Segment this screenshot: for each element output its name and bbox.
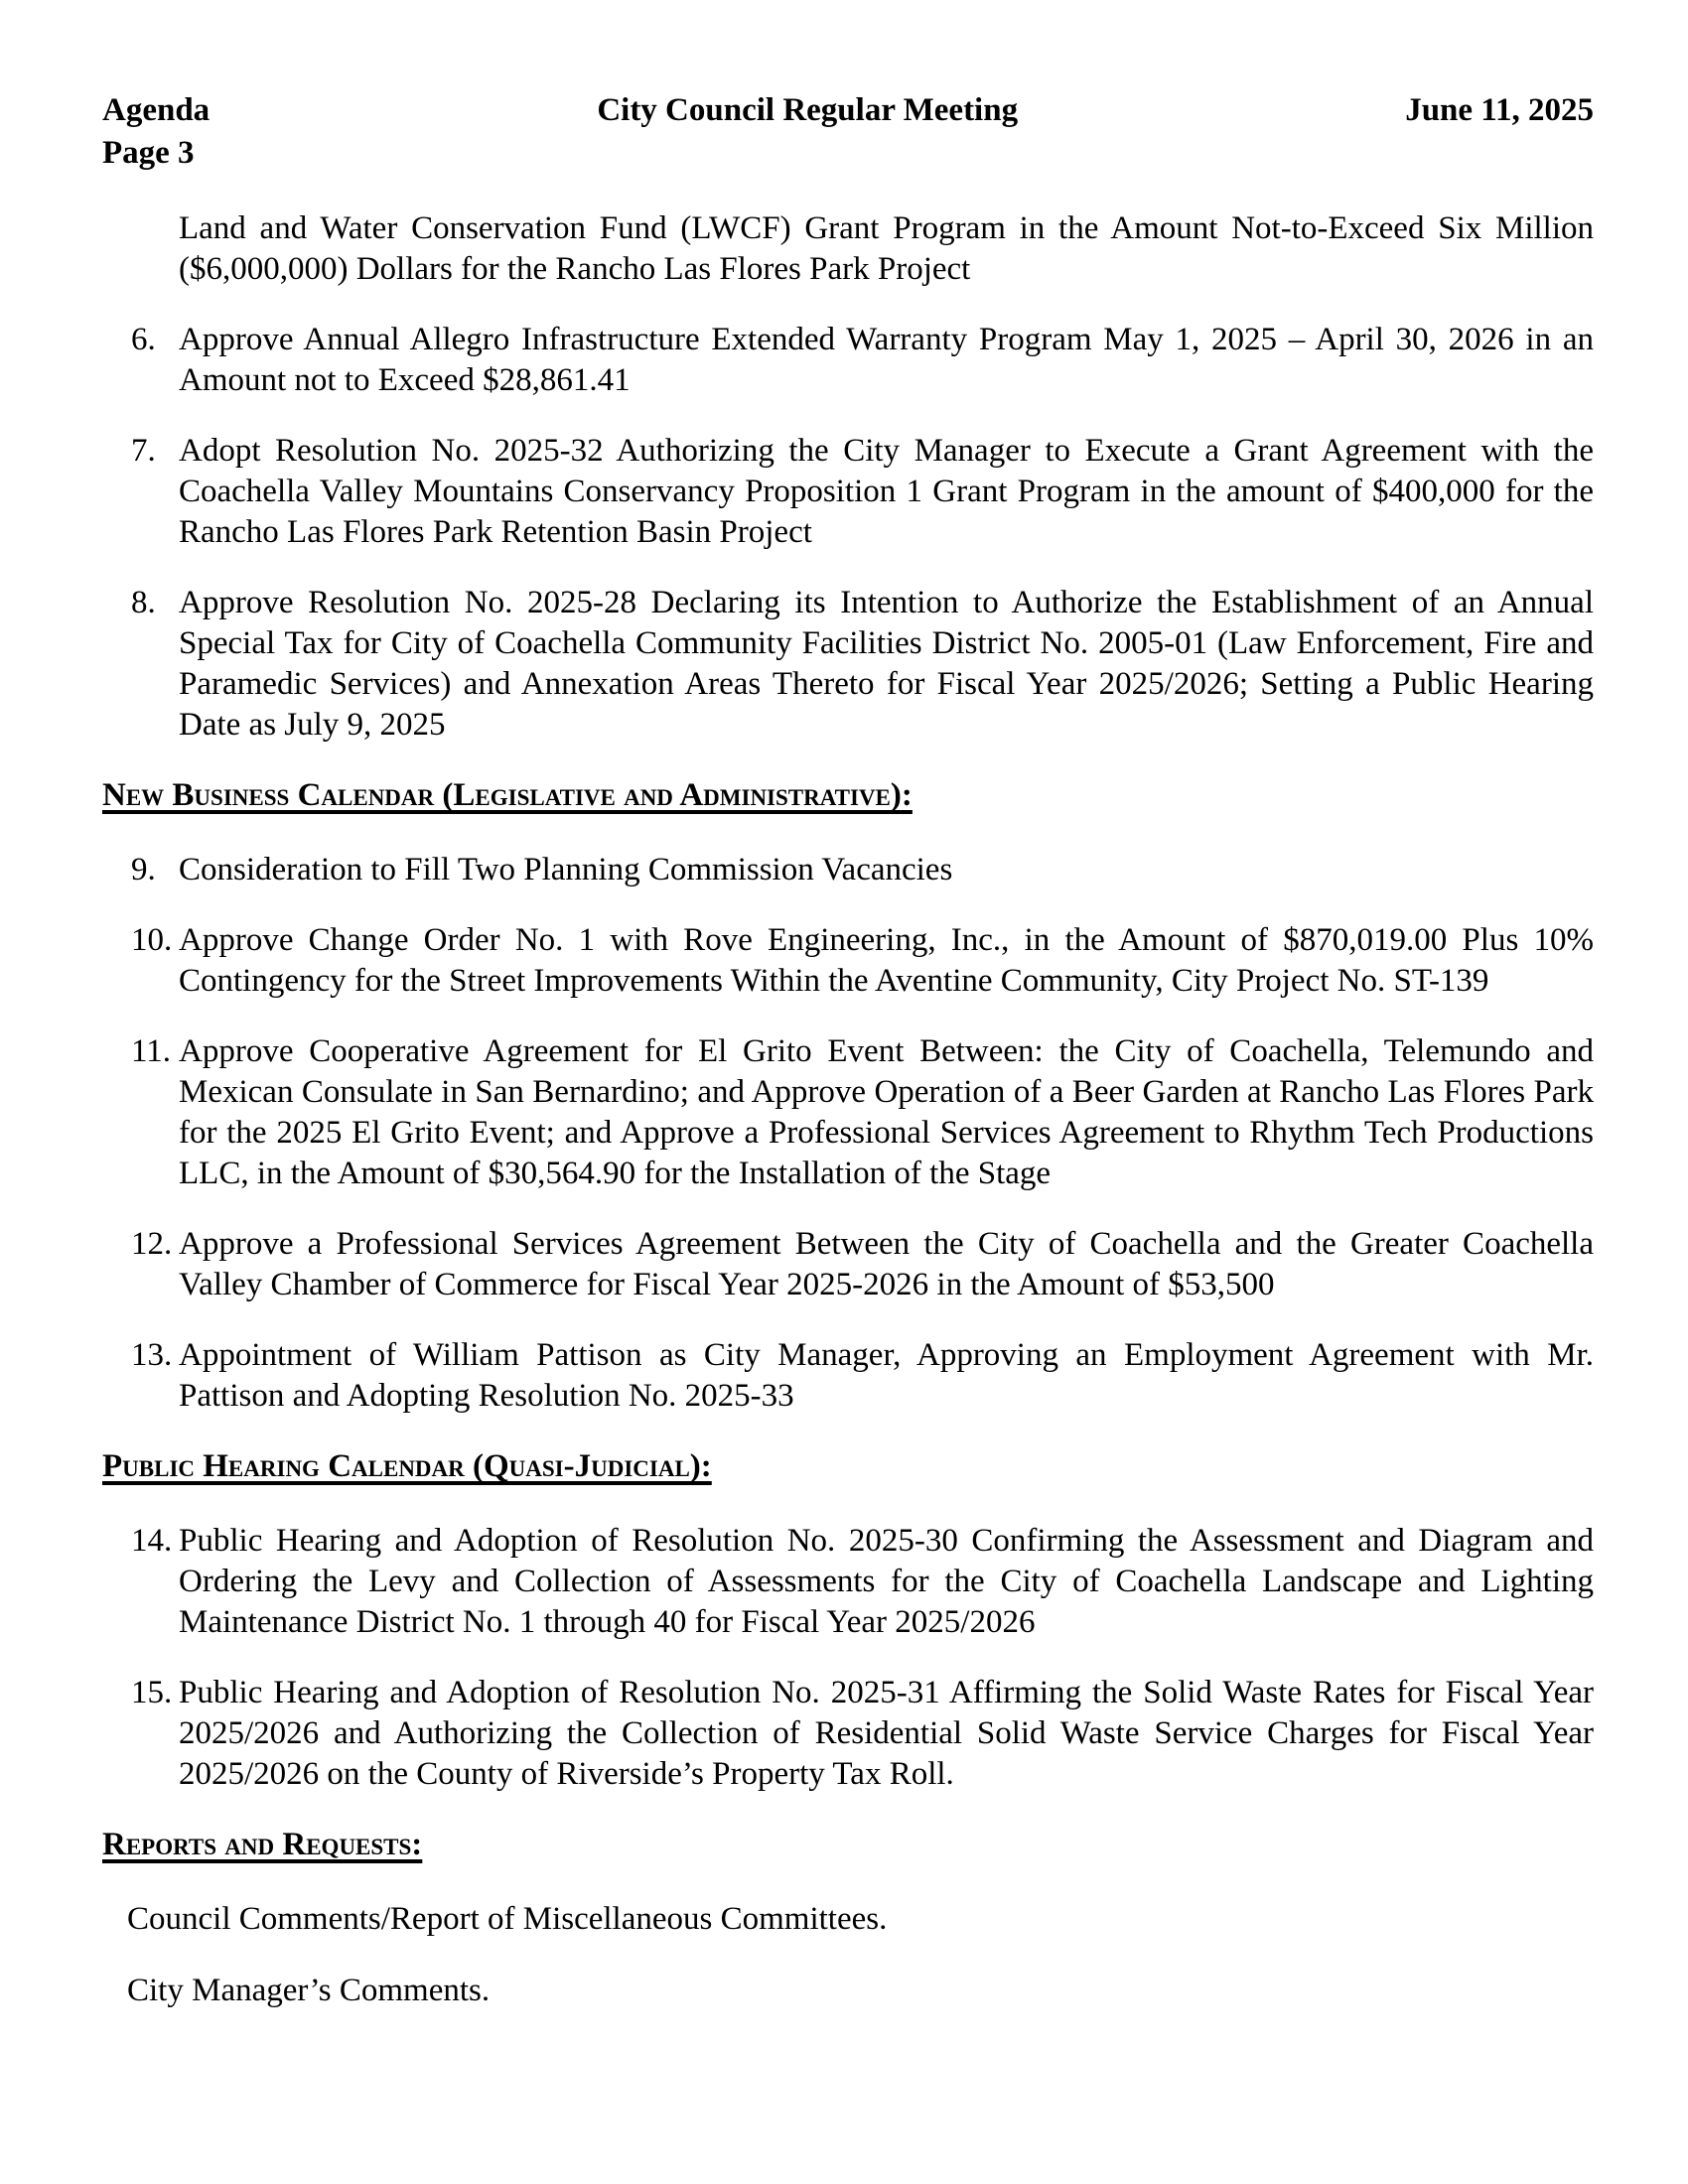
item-line: Mexican Consulate in San Bernardino; and Approve Operation of a Beer Garden at Rancho Las Flores Park	[179, 1074, 1594, 1110]
section-heading-text: Public Hearing Calendar (Quasi-Judicial):	[102, 1448, 712, 1484]
item-line: for the 2025 El Grito Event; and Approve a Professional Services Agreement to Rhythm Tech Productions	[179, 1115, 1594, 1151]
item-line: Land and Water Conservation Fund (LWCF) Grant Program in the Amount Not-to-Exceed Six Million	[179, 210, 1594, 246]
item-line: Appointment of William Pattison as City Manager, Approving an Employment Agreement with Mr.	[179, 1337, 1594, 1373]
agenda-body	[102, 208, 1594, 2042]
item-line: Approve Resolution No. 2025-28 Declaring its Intention to Authorize the Establishment of an Annual	[179, 585, 1594, 620]
item-line: Approve a Professional Services Agreement Between the City of Coachella and the Greater Coachella	[179, 1226, 1594, 1262]
agenda-item	[131, 850, 1594, 890]
agenda-item	[131, 1335, 1594, 1417]
comment-paragraph: City Manager’s Comments.	[127, 1973, 491, 2008]
page-number: Page 3	[102, 135, 195, 171]
item-line: Approve Annual Allegro Infrastructure Extended Warranty Program May 1, 2025 – April 30, 2026 in an	[179, 322, 1594, 357]
item-number: 12.	[131, 1226, 173, 1262]
item-line: Special Tax for City of Coachella Community Facilities District No. 2005-01 (Law Enforcement, Fire and	[179, 625, 1594, 661]
item-number: 11.	[131, 1033, 172, 1069]
item-line: Approve Cooperative Agreement for El Grito Event Between: the City of Coachella, Telemundo and	[179, 1033, 1594, 1069]
item-line: Public Hearing and Adoption of Resolution No. 2025-31 Affirming the Solid Waste Rates for Fiscal Year	[179, 1675, 1594, 1710]
agenda-item	[131, 1673, 1594, 1795]
item-number: 8.	[131, 585, 156, 620]
section-heading	[102, 775, 1594, 816]
agenda-item	[179, 208, 1594, 290]
item-line: Approve Change Order No. 1 with Rove Engineering, Inc., in the Amount of $870,019.00 Plus 10%	[179, 922, 1594, 958]
item-number: 15.	[131, 1675, 173, 1710]
agenda-item	[131, 320, 1594, 401]
agenda-item	[131, 1521, 1594, 1643]
agenda-item	[131, 1224, 1594, 1305]
item-line: Valley Chamber of Commerce for Fiscal Year 2025-2026 in the Amount of $53,500	[179, 1267, 1275, 1302]
item-line: Maintenance District No. 1 through 40 for Fiscal Year 2025/2026	[179, 1604, 1036, 1640]
item-line: Pattison and Adopting Resolution No. 2025-33	[179, 1378, 794, 1414]
item-line: LLC, in the Amount of $30,564.90 for the Installation of the Stage	[179, 1156, 1052, 1191]
item-line: Adopt Resolution No. 2025-32 Authorizing the City Manager to Execute a Grant Agreement with the	[179, 433, 1594, 469]
item-line: ($6,000,000) Dollars for the Rancho Las Flores Park Project	[179, 251, 971, 287]
section-heading-text: New Business Calendar (Legislative and Administrative):	[102, 777, 913, 813]
agenda-item	[131, 920, 1594, 1002]
agenda-item	[131, 583, 1594, 746]
item-line: Contingency for the Street Improvements Within the Aventine Community, City Project No. ST-139	[179, 963, 1489, 999]
item-line: Date as July 9, 2025	[179, 707, 446, 743]
header-left	[102, 89, 210, 175]
item-line: Amount not to Exceed $28,861.41	[179, 362, 631, 398]
section-heading	[102, 1825, 1594, 1865]
item-line: Consideration to Fill Two Planning Commission Vacancies	[179, 852, 953, 887]
item-number: 7.	[131, 433, 156, 469]
item-line: 2025/2026 and Authorizing the Collection of Residential Solid Waste Service Charges for Fiscal Year	[179, 1715, 1594, 1751]
item-number: 6.	[131, 322, 156, 357]
item-number: 10.	[131, 922, 173, 958]
item-number: 14.	[131, 1523, 173, 1559]
page-header	[102, 89, 1594, 175]
section-heading-text: Reports and Requests:	[102, 1827, 423, 1862]
item-line: Rancho Las Flores Park Retention Basin Project	[179, 514, 812, 550]
item-number: 13.	[131, 1337, 173, 1373]
comment-paragraph: Council Comments/Report of Miscellaneous Committees.	[127, 1901, 888, 1937]
meeting-title: City Council Regular Meeting	[597, 92, 1019, 128]
item-line: Paramedic Services) and Annexation Areas Thereto for Fiscal Year 2025/2026; Setting a Public Hearing	[179, 666, 1594, 702]
agenda-item	[131, 431, 1594, 553]
meeting-date: June 11, 2025	[1405, 92, 1594, 128]
doc-label: Agenda	[102, 92, 211, 128]
agenda-item	[131, 1031, 1594, 1194]
item-line: Coachella Valley Mountains Conservancy Proposition 1 Grant Program in the amount of $400,000 for the	[179, 474, 1594, 509]
section-heading	[102, 1446, 1594, 1487]
item-line: Public Hearing and Adoption of Resolution No. 2025-30 Confirming the Assessment and Diagram and	[179, 1523, 1594, 1559]
item-number: 9.	[131, 852, 156, 887]
item-line: Ordering the Levy and Collection of Assessments for the City of Coachella Landscape and Lighting	[179, 1564, 1594, 1599]
item-line: 2025/2026 on the County of Riverside’s Property Tax Roll.	[179, 1756, 954, 1792]
